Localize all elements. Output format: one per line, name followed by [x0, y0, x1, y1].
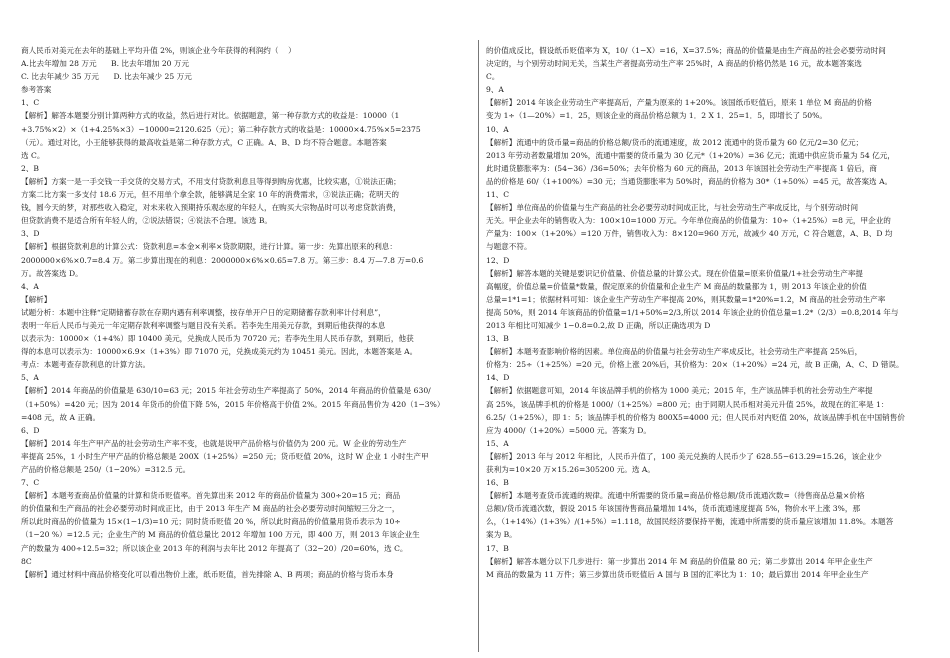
text-line: 产品的价格总额是 250/（1−20%）=312.5 元。 [21, 465, 191, 474]
text-line: 17、B [486, 543, 509, 553]
text-line: （元）。通过对比，小王能够获得的最高收益是第二种存款方式，C 正确。A、B、D 均不符合题意。本题答案 [21, 137, 387, 147]
left-column [21, 44, 475, 581]
column-divider [478, 40, 479, 652]
text-line: M 商品的数量为 11 万件；第三步算出货币贬值后 A 国与 B 国的汇率比为 1：10；最后算出 2014 年甲企业生产 [486, 569, 869, 579]
text-line: 【解析】解答本题要分别计算两种方式的收益，然后进行对比。依据题意，第一种存款方式的收益是：10000（1 [21, 111, 400, 121]
text-line: 方案二比方案一多支付 18.6 万元，但不用单个拿全款，能够满足全家 10 年的消费需求，③说法正确；花明天的 [21, 190, 399, 200]
text-line: 案为 B。 [486, 530, 517, 540]
text-line: 2000000×6%×0.7=8.4 万。第二步算出现在的利息：2000000×6%×0.65=7.8 万。第三步：8.4 万—7.8 万=0.6 [21, 255, 424, 265]
text-line: 【解析】依据题意可知，2014 年该品牌手机的价格为 1000 美元；2015 年，生产该品牌手机的社会劳动生产率提 [486, 386, 873, 396]
text-line: 【解析】本题考查影响价格的因素。单位商品的价值量与社会劳动生产率成反比，社会劳动生产率提高 25%后， [486, 347, 863, 357]
text-line: 【解析】本题考查货币流通的规律。流通中所需要的货币量=商品价格总额/货币流通次数=（待售商品总量×价格 [486, 491, 865, 501]
text-line: 【解析】2014 年生产甲产品的社会劳动生产率不变，也就是说甲产品价格与价值仍为 200 元。W 企业的劳动生产 [21, 438, 407, 448]
text-line: 此时通货膨胀率为：(54−36）/36=50%；去年价格为 60 元的商品，2013 年该国社会劳动生产率提高 1 倍后，商 [486, 163, 877, 173]
text-line: 品的价格是 60/（1+100%）=30 元；当通货膨胀率为 50%时，商品的价格为 30*（1+50%）=45 元，故答案选 A。 [486, 176, 893, 186]
text-line: 产量为：100×（1+20%）=120 万件，销售收入为：8×120=960 万元，故减少 40 万元，C 符合题意，A、B、D 均 [486, 229, 893, 239]
text-line: A.比去年增加 28 万元 B. 比去年增加 20 万元 [21, 59, 190, 69]
text-line: 7、C [21, 478, 40, 488]
text-line: 钱，圆今天的梦，对那些收入稳定，对未来收入预期持乐观态度的年轻人，在购买大宗物品时可以考虑贷款消费， [21, 203, 401, 213]
text-line: 【解析】2014 年该企业劳动生产率提高后，产量为原来的 1+20%。该国纸币贬值后，原来 1 单位 M 商品的价格 [486, 98, 872, 108]
text-line: 变为 1÷（1—20%）=1．25，则该企业的商品价格总额为 1．2 X 1．25=1．5，即增长了 50%。 [486, 111, 827, 121]
text-line: 决定的，与个别劳动时间无关，当某生产者提高劳动生产率 25%时，A 商品的价格仍然是 16 元，故本题答案选 [486, 59, 862, 69]
text-line: 6.25/（1+25%），即 1：5；该品牌手机的价格为 800X5=4000 元；但人民币对内贬值 20%，故该品牌手机在中国销售价 [486, 412, 905, 422]
text-line: 9、A [486, 85, 504, 95]
text-line: 4、A [21, 281, 39, 291]
text-line: 【解析】2013 年与 2012 年相比，人民币升值了，100 美元兑换的人民币少了 628.55−613.29=15.26，该企业少 [486, 451, 882, 461]
text-line: 与题意不符。 [486, 242, 532, 252]
text-line: 12、D [486, 255, 510, 265]
text-line: 【解析】解答本题的关键是要识记价值量、价值总量的计算公式。现在价值量=原来价值量/1+社会劳动生产率提 [486, 268, 864, 278]
text-line: C. 比去年减少 35 万元 D. 比去年减少 25 万元 [21, 72, 192, 82]
text-line: 提高 50%，则 2014 年该商品的价值量=1/1+50%=2/3,所以 2014 年该企业的价值总量=1.2*（2/3）=0.8,2014 年与 [486, 307, 899, 317]
text-line: 5、A [21, 373, 39, 383]
text-line: 万。故答案选 D。 [21, 268, 83, 278]
text-line: 无关。甲企业去年的销售收入为：100×10=1000 万元。今年单位商品的价值量为：10÷（1+25%）=8 元，甲企业的 [486, 216, 891, 226]
right-column [486, 44, 938, 581]
text-line: 得的本息可以表示为：10000×6.9×（1+3%）即 71070 元，兑换成美元约为 10451 美元。因此，本题答案是 A。 [21, 347, 418, 357]
text-line: 【解析】方案一是一手交钱一手交货的交易方式，不用支付贷款利息且等得到购房优惠，比较实惠，①说法正确； [21, 176, 401, 186]
text-line: 所以此时商品的价值量为 15×(1−1/3)=10 元；同时货币贬值 20 %，所以此时商品的价值量用货币表示为 10÷ [21, 517, 401, 527]
text-line: 2013 年相比可知减少 1−0.8=0.2,故 D 正确，所以正确选项为 D [486, 320, 711, 330]
text-line: 但贷款消费不是适合所有年轻人的，②说法错误；④说法不合理。该选 B。 [21, 216, 272, 226]
text-line: 高 25%，该品牌手机的价格是 1000/（1+25%）=800 元；由于同期人民币相对美元升值 25%，故现在的汇率是 1： [486, 399, 889, 409]
text-line: 【解析】流通中的货币量=商品的价格总额/货币的流通速度，故 2012 流通中的货币量为 60 亿元/2=30 亿元； [486, 137, 864, 147]
text-line: 6、D [21, 425, 40, 435]
text-line: 以表示为：10000×（1+4%）即 10400 美元，兑换成人民币为 70720 元；若李先生用人民币存款，到期后，他获 [21, 334, 414, 344]
text-line: 么，（1+14%）(1+3%）/(1+5%）=1.118，故国民经济要保持平衡，流通中所需要的货币量应该增加 11.8%。本题答 [486, 517, 894, 527]
text-line: 试题分析：本题中注释“定期储蓄存款在存期内遇有利率调整，按存单开户日的定期储蓄存款利率计付利息”， [21, 307, 386, 317]
text-line: 11、C [486, 190, 510, 200]
text-line: 选 C。 [21, 150, 45, 160]
text-line: 获利为=10×20 万×15.26=305200 元。选 A。 [486, 465, 655, 474]
text-line: 参考答案 [21, 85, 52, 95]
text-line: 的价值量和生产商品的社会必要劳动时间成正比，由于 2013 年生产 M 商品的社会必要劳动时间缩短三分之一， [21, 504, 400, 514]
text-line: 2013 年劳动者数量增加 20%，流通中需要的货币量为 30 亿元*（1+20%）=36 亿元；流通中供应货币量为 54 亿元， [486, 150, 895, 160]
text-line: 总额)/货币流通次数，假设 2015 年该国待售商品量增加 14%，货币流通速度提高 5%，物价水平上涨 3%，那 [486, 504, 861, 514]
text-line: 15、A [486, 438, 509, 448]
text-line: 16、B [486, 478, 509, 488]
text-line: 表明一年后人民币与美元一年定期存款利率调整与题目没有关系。若李先生用美元存款，到期后他获得的本息 [21, 320, 386, 330]
text-line: C。 [486, 72, 500, 82]
text-line: （1+50%）=420 元；因为 2014 年货币的价值下降 5%，2015 年价格高于价值 2%。2015 年商品售价为 420（1−3%） [21, 399, 445, 409]
text-line: 高幅度，价值总量=价值量*数量，假定原来的价值量和企业生产 M 商品的数量都为 1，则 2013 年该企业的价值 [486, 281, 867, 291]
text-line: 3、D [21, 229, 40, 239]
text-line: 【解析】通过材料中商品价格变化可以看出物价上涨，纸币贬值，首先排除 A、B 两项；商品的价格与货币本身 [21, 569, 394, 579]
text-line: 率提高 25%，1 小时生产甲产品的价格总额是 200X（1+25%）=250 元；货币贬值 20%，这时 W 企业 1 小时生产甲 [21, 451, 429, 461]
text-line: 考点：本题考查存款利息的计算方法。 [21, 360, 151, 370]
text-line: 13、B [486, 334, 509, 344]
text-line: 产的数量为 400÷12.5=32；所以该企业 2013 年的利润与去年比 2012 年提高了（32−20）/20=60%，选 C。 [21, 543, 408, 553]
text-line: 8C [21, 556, 32, 566]
text-line: 【解析】单位商品的价值量与生产商品的社会必要劳动时间成正比，与社会劳动生产率成反比，与个别劳动时间 [486, 203, 859, 213]
text-line: 商人民币对美元在去年的基础上平均升值 2%，则该企业今年获得的利润约（ ） [21, 46, 296, 55]
text-line: 总量=1*1=1；依据材料可知：该企业生产劳动生产率提高 20%，则其数量=1*20%=1.2，M 商品的社会劳动生产率 [486, 294, 886, 304]
text-line: 应为 4000/（1+20%）=5000 元。答案为 D。 [486, 425, 651, 435]
text-line: 价格为：25÷（1+25%）=20 元，价格上涨 20%后，其价格为：20×（1+20%）=24 元，故 B 正确，A、C、D 错误。 [486, 360, 904, 370]
text-line: 【解析】本题考查商品价值量的计算和货币贬值率。首先算出来 2012 年的商品价值量为 300÷20=15 元；商品 [21, 491, 401, 501]
text-line: =408 元，故 A 正确。 [21, 412, 101, 422]
text-line: 1、C [21, 98, 40, 108]
text-line: 【解析】 [21, 294, 52, 304]
text-line: 2、B [21, 163, 40, 173]
text-line: 的价值成反比，假设纸币贬值率为 X，10/（1−X）=16，X=37.5%；商品的价值量是由生产商品的社会必要劳动时间 [486, 46, 886, 55]
text-line: （1−20 %）=12.5 元；企业生产的 M 商品的价值总量比 2012 年增加 100 万元，即 400 万，则 2013 年该企业生 [21, 530, 420, 540]
text-line: +3.75%×2）×（1+4.25%×3）−10000=2120.625（元）；第二种存款方式的收益是：10000×4.75%×5=2375 [21, 124, 421, 134]
text-line: 【解析】根据贷款利息的计算公式：贷款利息=本金×利率×贷款期限，进行计算。第一步：先算出原来的利息： [21, 242, 397, 252]
text-line: 【解析】解答本题分以下几步进行：第一步算出 2014 年 M 商品的价值量 80 元；第二步算出 2014 年甲企业生产 [486, 556, 873, 566]
text-line: 14、D [486, 373, 510, 383]
text-line: 【解析】2014 年商品的价值量是 630/10=63 元；2015 年社会劳动生产率提高了 50%，2014 年商品的价值量是 630/ [21, 386, 431, 396]
text-line: 10、A [486, 124, 509, 134]
